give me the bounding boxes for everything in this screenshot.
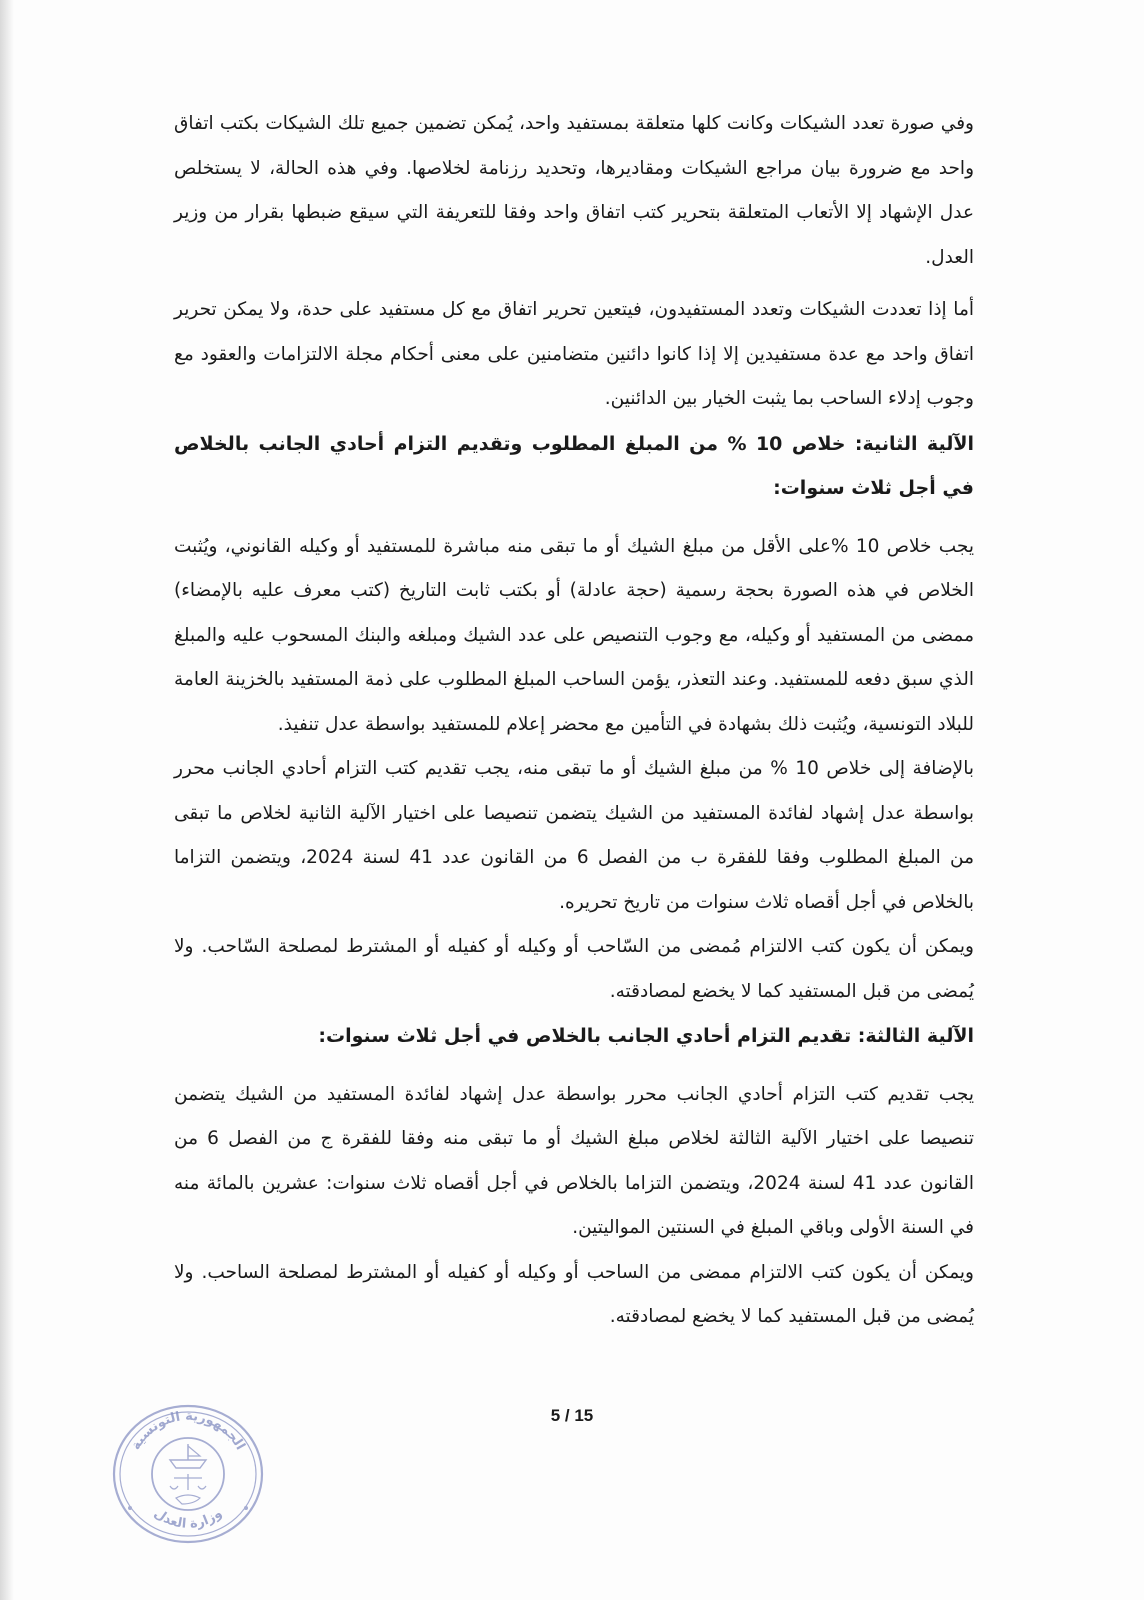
- ministry-seal-stamp: [108, 1398, 268, 1548]
- paragraph-third-mechanism-commitment: يجب تقديم كتب التزام أحادي الجانب محرر بواسطة عدل إشهاد لفائدة المستفيد من الشيك يتضمن تنصيصا على اختيار الآلية الثالثة لخلاص مبلغ الشيك أو ما تبقى منه وفقا للفقرة ج من الفصل 6 من القانون عدد 41 لسنة 2024، ويتضمن التزاما بالخلاص في أجل أقصاه ثلاث سنوات: عشرين بالمائة منه في السنة الأولى وباقي المبلغ في السنتين المواليتين.: [174, 1083, 975, 1238]
- page-edge-shadow: [0, 0, 14, 1600]
- paragraph-commitment-signature: ويمكن أن يكون كتب الالتزام مُمضى من السّاحب أو وكيله أو كفيله أو المشترط لمصلحة السّاحب. ولا يُمضى من قبل المستفيد كما لا يخضع لمصادقته.: [174, 936, 974, 1002]
- paragraph-ten-percent-payment: يجب خلاص 10 %على الأقل من مبلغ الشيك أو ما تبقى منه مباشرة للمستفيد أو وكيله القانوني، ويُثبت الخلاص في هذه الصورة بحجة رسمية (حجة عادلة) أو بكتب ثابت التاريخ (كتب معرف عليه بالإمضاء) ممضى من المستفيد أو وكيله، مع وجوب التنصيص على عدد الشيك ومبلغه والبنك المسحوب عليه والمبلغ الذي سبق دفعه للمستفيد. وعند التعذر، يؤمن الساحب المبلغ المطلوب على ذمة المستفيد بالخزينة العامة للبلاد التونسية، ويُثبت ذلك بشهادة في التأمين مع محضر إعلام للمستفيد بواسطة عدل تنفيذ.: [174, 535, 974, 735]
- paragraph-third-mechanism-signature: ويمكن أن يكون كتب الالتزام ممضى من الساحب أو وكيله أو كفيله أو المشترط لمصلحة الساحب. ولا يُمضى من قبل المستفيد كما لا يخضع لمصادقته.: [174, 1261, 974, 1327]
- paragraph-multiple-cheques-single-beneficiary: وفي صورة تعدد الشيكات وكانت كلها متعلقة بمستفيد واحد، يُمكن تضمين جميع تلك الشيكات بكتب اتفاق واحد مع ضرورة بيان مراجع الشيكات ومقاديرها، وتحديد رزنامة لخلاصها. وفي هذه الحالة، لا يستخلص عدل الإشهاد إلا الأتعاب المتعلقة بتحرير كتب اتفاق واحد وفقا للتعريفة التي سيقع ضبطها بقرار من وزير العدل.: [174, 113, 974, 268]
- heading-third-mechanism: الآلية الثالثة: تقديم التزام أحادي الجانب بالخلاص في أجل ثلاث سنوات:: [318, 1025, 974, 1047]
- document-body: [174, 102, 974, 1340]
- page-number: 5 / 15: [550, 1406, 594, 1425]
- seal-text-bottom: وزارة العدل: [151, 1505, 225, 1532]
- paragraph-unilateral-commitment: بالإضافة إلى خلاص 10 % من مبلغ الشيك أو ما تبقى منه، يجب تقديم كتب التزام أحادي الجانب محرر بواسطة عدل إشهاد لفائدة المستفيد من الشيك يتضمن تنصيصا على اختيار الآلية الثانية لخلاص ما تبقى من المبلغ المطلوب وفقا للفقرة ب من الفصل 6 من القانون عدد 41 لسنة 2024، ويتضمن التزاما بالخلاص في أجل أقصاه ثلاث سنوات من تاريخ تحريره.: [174, 758, 974, 913]
- paragraph-multiple-beneficiaries: أما إذا تعددت الشيكات وتعدد المستفيدون، فيتعين تحرير اتفاق مع كل مستفيد على حدة، ولا يمكن تحرير اتفاق واحد مع عدة مستفيدين إلا إذا كانوا دائنين متضامنين على معنى أحكام مجلة الالتزامات والعقود مع وجوب إدلاء الساحب بما يثبت الخيار بين الدائنين.: [174, 299, 974, 409]
- heading-second-mechanism: الآلية الثانية: خلاص 10 % من المبلغ المطلوب وتقديم التزام أحادي الجانب بالخلاص في أجل ثلاث سنوات:: [174, 432, 974, 499]
- seal-text-top: الجمهورية التونسية: [128, 1408, 248, 1453]
